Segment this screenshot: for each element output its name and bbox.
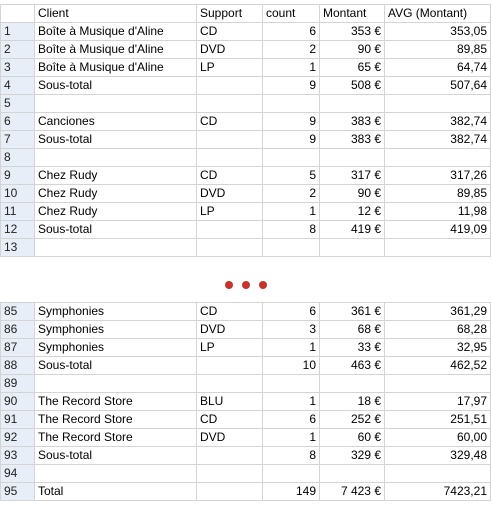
cell-support[interactable] [197, 95, 263, 113]
cell-support[interactable]: CD [197, 113, 263, 131]
cell-support[interactable]: LP [197, 339, 263, 357]
table-row [1, 429, 491, 447]
cell-support[interactable]: DVD [197, 429, 263, 447]
row-number[interactable]: 12 [1, 221, 35, 239]
cell-client[interactable]: Boîte à Musique d'Aline [35, 59, 197, 77]
cell-client[interactable] [35, 149, 197, 167]
cell-montant[interactable] [320, 149, 385, 167]
cell-avg-montant[interactable] [385, 95, 491, 113]
cell-support[interactable]: BLU [197, 393, 263, 411]
report-table-bottom [0, 302, 491, 501]
cell-support[interactable] [197, 149, 263, 167]
cell-support[interactable] [197, 221, 263, 239]
cell-montant[interactable] [320, 375, 385, 393]
cell-avg-montant[interactable]: 32,95 [385, 339, 491, 357]
row-number[interactable]: 10 [1, 185, 35, 203]
row-number[interactable]: 8 [1, 149, 35, 167]
cell-montant[interactable]: 90 € [320, 41, 385, 59]
cell-montant[interactable]: 353 € [320, 23, 385, 41]
cell-montant[interactable]: 12 € [320, 203, 385, 221]
cell-avg-montant[interactable] [385, 465, 491, 483]
cell-support[interactable] [197, 483, 263, 501]
cell-client[interactable]: Symphonies [35, 321, 197, 339]
table-row [1, 77, 491, 95]
cell-count[interactable]: 10 [263, 357, 320, 375]
cell-count[interactable]: 1 [263, 203, 320, 221]
table-row [1, 357, 491, 375]
cell-avg-montant[interactable] [385, 149, 491, 167]
table-row [1, 221, 491, 239]
row-number[interactable]: 95 [1, 483, 35, 501]
cell-avg-montant[interactable] [385, 239, 491, 257]
cell-avg-montant[interactable]: 89,85 [385, 41, 491, 59]
column-header-count[interactable]: count [263, 5, 320, 23]
cell-support[interactable] [197, 465, 263, 483]
row-number[interactable]: 92 [1, 429, 35, 447]
cell-client[interactable]: Sous-total [35, 77, 197, 95]
cell-client[interactable]: Total [35, 483, 197, 501]
cell-client[interactable]: Symphonies [35, 303, 197, 321]
cell-support[interactable]: DVD [197, 41, 263, 59]
cell-client[interactable]: Sous-total [35, 357, 197, 375]
cell-montant[interactable]: 419 € [320, 221, 385, 239]
cell-client[interactable]: Chez Rudy [35, 203, 197, 221]
cell-client[interactable]: The Record Store [35, 429, 197, 447]
cell-montant[interactable]: 361 € [320, 303, 385, 321]
cell-avg-montant[interactable]: 382,74 [385, 131, 491, 149]
row-number[interactable]: 91 [1, 411, 35, 429]
row-number[interactable]: 6 [1, 113, 35, 131]
row-number[interactable]: 89 [1, 375, 35, 393]
cell-avg-montant[interactable]: 17,97 [385, 393, 491, 411]
cell-support[interactable] [197, 375, 263, 393]
cell-count[interactable]: 1 [263, 59, 320, 77]
cell-avg-montant[interactable]: 382,74 [385, 113, 491, 131]
cell-client[interactable] [35, 95, 197, 113]
cell-count[interactable]: 6 [263, 303, 320, 321]
ellipsis-dot-icon [225, 281, 233, 289]
cell-count[interactable]: 3 [263, 321, 320, 339]
cell-montant[interactable] [320, 95, 385, 113]
cell-client[interactable]: Boîte à Musique d'Aline [35, 23, 197, 41]
cell-count[interactable] [263, 375, 320, 393]
row-number[interactable]: 4 [1, 77, 35, 95]
row-number[interactable]: 5 [1, 95, 35, 113]
cell-client[interactable]: Canciones [35, 113, 197, 131]
cell-montant[interactable]: 33 € [320, 339, 385, 357]
row-number[interactable]: 7 [1, 131, 35, 149]
table-body-bottom [1, 303, 491, 501]
rows-omitted-indicator [0, 281, 492, 291]
table-row [1, 339, 491, 357]
ellipsis-dot-icon [242, 281, 250, 289]
table-row [1, 239, 491, 257]
cell-count[interactable]: 2 [263, 41, 320, 59]
cell-count[interactable]: 9 [263, 113, 320, 131]
cell-support[interactable] [197, 131, 263, 149]
cell-count[interactable]: 8 [263, 221, 320, 239]
row-number[interactable]: 93 [1, 447, 35, 465]
cell-client[interactable]: Boîte à Musique d'Aline [35, 41, 197, 59]
table-row [1, 59, 491, 77]
cell-client[interactable]: Chez Rudy [35, 167, 197, 185]
row-number[interactable]: 85 [1, 303, 35, 321]
cell-client[interactable]: Sous-total [35, 221, 197, 239]
table-row [1, 303, 491, 321]
table-row [1, 483, 491, 501]
cell-montant[interactable]: 383 € [320, 131, 385, 149]
cell-montant[interactable] [320, 239, 385, 257]
cell-support[interactable] [197, 357, 263, 375]
table-row [1, 203, 491, 221]
cell-montant[interactable]: 68 € [320, 321, 385, 339]
row-number[interactable]: 94 [1, 465, 35, 483]
cell-avg-montant[interactable]: 11,98 [385, 203, 491, 221]
header-row [1, 5, 491, 23]
table-row [1, 375, 491, 393]
cell-count[interactable]: 6 [263, 411, 320, 429]
cell-count[interactable]: 1 [263, 429, 320, 447]
cell-client[interactable]: Sous-total [35, 447, 197, 465]
cell-avg-montant[interactable]: 64,74 [385, 59, 491, 77]
cell-count[interactable]: 9 [263, 77, 320, 95]
row-number[interactable]: 88 [1, 357, 35, 375]
cell-count[interactable]: 9 [263, 131, 320, 149]
row-number[interactable]: 87 [1, 339, 35, 357]
cell-client[interactable] [35, 375, 197, 393]
table-row [1, 447, 491, 465]
cell-client[interactable]: Symphonies [35, 339, 197, 357]
cell-support[interactable]: CD [197, 303, 263, 321]
cell-count[interactable]: 1 [263, 339, 320, 357]
cell-montant[interactable]: 90 € [320, 185, 385, 203]
cell-client[interactable]: Chez Rudy [35, 185, 197, 203]
table-row [1, 41, 491, 59]
table-body-top [1, 23, 491, 257]
cell-support[interactable] [197, 447, 263, 465]
cell-avg-montant[interactable]: 251,51 [385, 411, 491, 429]
table-row [1, 185, 491, 203]
cell-avg-montant[interactable]: 507,64 [385, 77, 491, 95]
cell-montant[interactable]: 60 € [320, 429, 385, 447]
column-header-montant[interactable]: Montant [320, 5, 385, 23]
row-number[interactable]: 90 [1, 393, 35, 411]
row-number[interactable]: 3 [1, 59, 35, 77]
table-row [1, 113, 491, 131]
ellipsis-dot-icon [259, 281, 267, 289]
table-row [1, 149, 491, 167]
cell-montant[interactable]: 317 € [320, 167, 385, 185]
cell-count[interactable]: 5 [263, 167, 320, 185]
report-table-top [0, 4, 491, 257]
cell-montant[interactable]: 18 € [320, 393, 385, 411]
cell-montant[interactable]: 329 € [320, 447, 385, 465]
cell-support[interactable] [197, 239, 263, 257]
column-header-support[interactable]: Support [197, 5, 263, 23]
cell-support[interactable]: CD [197, 23, 263, 41]
table-row [1, 465, 491, 483]
cell-avg-montant[interactable]: 60,00 [385, 429, 491, 447]
cell-montant[interactable]: 7 423 € [320, 483, 385, 501]
cell-avg-montant[interactable] [385, 375, 491, 393]
cell-montant[interactable]: 65 € [320, 59, 385, 77]
cell-support[interactable]: DVD [197, 185, 263, 203]
cell-count[interactable] [263, 465, 320, 483]
cell-avg-montant[interactable]: 329,48 [385, 447, 491, 465]
cell-count[interactable]: 149 [263, 483, 320, 501]
column-header-client[interactable]: Client [35, 5, 197, 23]
column-header-avg-montant[interactable]: AVG (Montant) [385, 5, 491, 23]
corner-cell [1, 5, 35, 23]
cell-montant[interactable] [320, 465, 385, 483]
cell-support[interactable]: CD [197, 411, 263, 429]
cell-count[interactable]: 2 [263, 185, 320, 203]
cell-count[interactable] [263, 239, 320, 257]
table-row [1, 393, 491, 411]
table-row [1, 131, 491, 149]
cell-support[interactable]: LP [197, 203, 263, 221]
cell-count[interactable] [263, 95, 320, 113]
cell-count[interactable]: 8 [263, 447, 320, 465]
row-number[interactable]: 11 [1, 203, 35, 221]
cell-support[interactable]: LP [197, 59, 263, 77]
cell-avg-montant[interactable]: 89,85 [385, 185, 491, 203]
cell-montant[interactable]: 508 € [320, 77, 385, 95]
row-number[interactable]: 86 [1, 321, 35, 339]
cell-support[interactable] [197, 77, 263, 95]
cell-count[interactable] [263, 149, 320, 167]
cell-avg-montant[interactable]: 361,29 [385, 303, 491, 321]
cell-avg-montant[interactable]: 7423,21 [385, 483, 491, 501]
cell-support[interactable]: CD [197, 167, 263, 185]
cell-avg-montant[interactable]: 462,52 [385, 357, 491, 375]
cell-count[interactable]: 6 [263, 23, 320, 41]
table-row [1, 167, 491, 185]
cell-client[interactable] [35, 239, 197, 257]
row-number[interactable]: 2 [1, 41, 35, 59]
row-number[interactable]: 1 [1, 23, 35, 41]
cell-count[interactable]: 1 [263, 393, 320, 411]
table-row [1, 95, 491, 113]
cell-avg-montant[interactable]: 353,05 [385, 23, 491, 41]
cell-client[interactable]: Sous-total [35, 131, 197, 149]
cell-support[interactable]: DVD [197, 321, 263, 339]
cell-client[interactable] [35, 465, 197, 483]
row-number[interactable]: 9 [1, 167, 35, 185]
table-row [1, 321, 491, 339]
cell-client[interactable]: The Record Store [35, 393, 197, 411]
cell-avg-montant[interactable]: 68,28 [385, 321, 491, 339]
cell-montant[interactable]: 463 € [320, 357, 385, 375]
cell-client[interactable]: The Record Store [35, 411, 197, 429]
cell-avg-montant[interactable]: 419,09 [385, 221, 491, 239]
cell-montant[interactable]: 383 € [320, 113, 385, 131]
table-row [1, 23, 491, 41]
cell-avg-montant[interactable]: 317,26 [385, 167, 491, 185]
table-row [1, 411, 491, 429]
cell-montant[interactable]: 252 € [320, 411, 385, 429]
row-number[interactable]: 13 [1, 239, 35, 257]
